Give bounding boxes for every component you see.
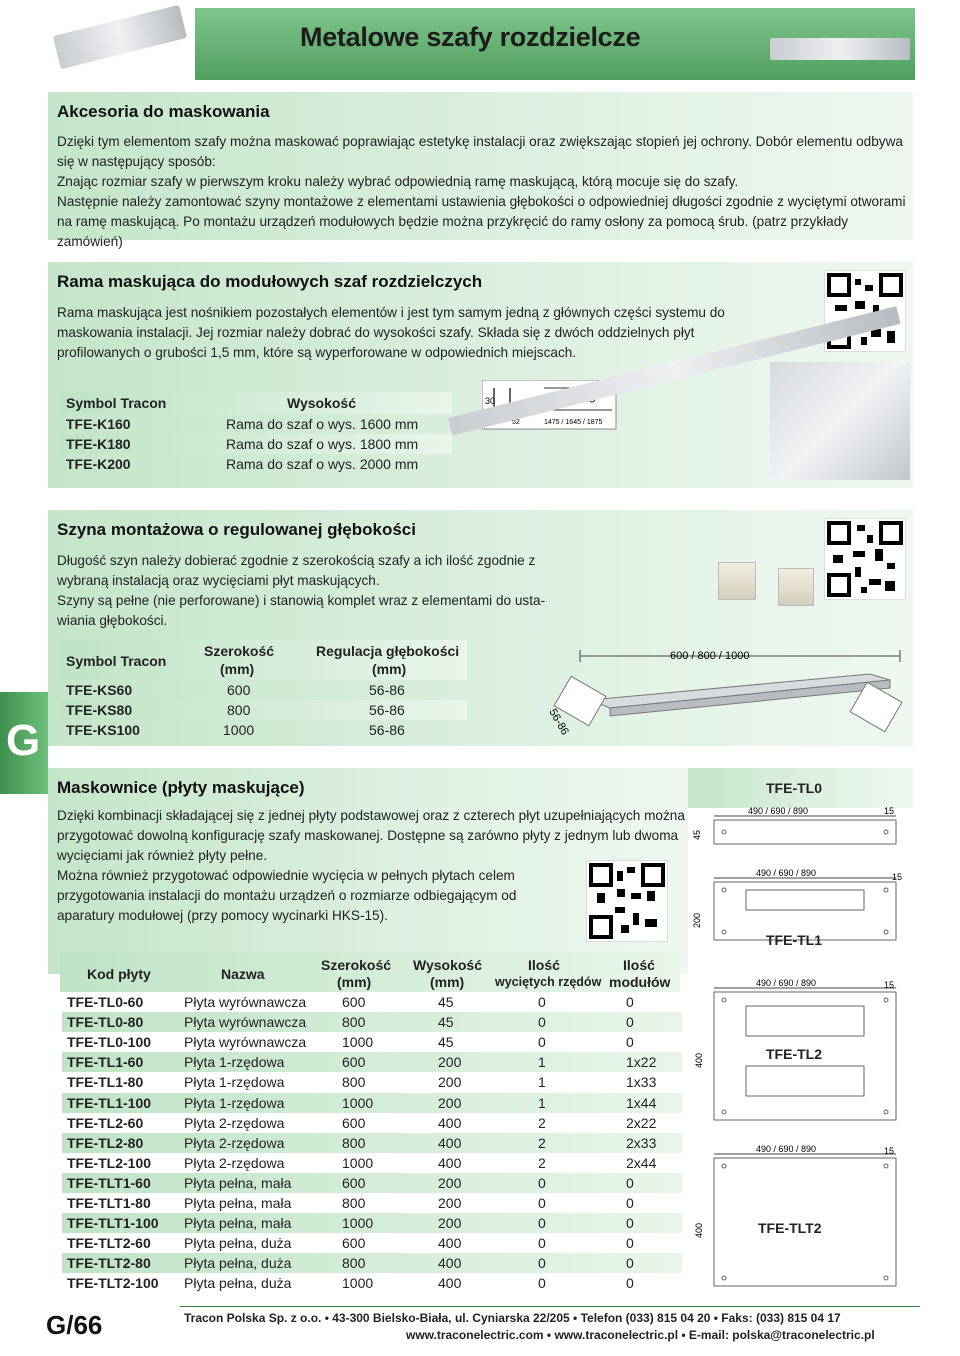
plate-tlt2-edge: 15 bbox=[884, 1146, 895, 1156]
plate-label-tlt2: TFE-TLT2 bbox=[758, 1220, 822, 1236]
section-plates-title: Maskownice (płyty maskujące) bbox=[57, 778, 305, 797]
table-cell: 400 bbox=[438, 1235, 462, 1252]
rail-table-header-symbol: Symbol Tracon bbox=[66, 653, 167, 669]
table-cell: TFE-TL2-80 bbox=[67, 1134, 144, 1151]
plate-label-tl2: TFE-TL2 bbox=[766, 1046, 822, 1062]
table-cell: Płyta 2-rzędowa bbox=[184, 1154, 285, 1171]
table-row-band bbox=[62, 1133, 682, 1153]
section-accessories-text: Dzięki tym elementom szafy można maskować poprawiając estetykę instalacji oraz zwiększając stopień jej ochrony. Dobór elementu odbywa się w następujący sposób: Znając rozmiar szafy w pierwszym kroku należy wybrać odpowiednią ramę maskującą, którą mocuje się do szafy. Następnie należy zamontować szyny montażowe z elementami ustawienia głębokości o odpowiedniej długości zgodnie z wyciętymi otworami na ramę maskującą. Po montażu urządzeń modułowych będzie można przykręcić do ramy osłony za pomocą śrub. (patrz przykłady zamówień) bbox=[57, 134, 906, 249]
table-row-band bbox=[62, 1052, 682, 1072]
plates-header-height: Wysokość bbox=[413, 957, 482, 973]
table-cell: 1000 bbox=[342, 1154, 374, 1171]
table-cell: 400 bbox=[438, 1275, 462, 1292]
table-cell: TFE-TLT1-100 bbox=[67, 1215, 159, 1232]
table-row: Rama do szaf o wys. 1600 mm bbox=[226, 416, 419, 432]
table-cell: 0 bbox=[538, 1275, 546, 1292]
table-cell: 2 bbox=[538, 1154, 546, 1171]
table-row: 56-86 bbox=[369, 722, 405, 738]
table-cell: 0 bbox=[626, 1275, 634, 1292]
table-row: Rama do szaf o wys. 2000 mm bbox=[226, 456, 419, 472]
table-cell: 2x22 bbox=[626, 1114, 657, 1131]
plate-tl2-width: 490 / 690 / 890 bbox=[756, 978, 817, 988]
table-cell: Płyta pełna, duża bbox=[184, 1235, 292, 1252]
table-cell: 45 bbox=[438, 1034, 454, 1051]
table-cell: Płyta pełna, mała bbox=[184, 1174, 292, 1191]
plates-header-name: Nazwa bbox=[221, 966, 265, 982]
table-row: TFE-KS80 bbox=[66, 702, 133, 718]
table-cell: 200 bbox=[438, 1094, 462, 1111]
page-number: G/66 bbox=[46, 1310, 103, 1340]
plate-tlt2-width: 490 / 690 / 890 bbox=[756, 1144, 817, 1154]
table-cell: 600 bbox=[342, 1174, 366, 1191]
frame-cabinet-photo bbox=[770, 362, 910, 480]
table-row-band bbox=[62, 1253, 682, 1273]
table-cell: 1x22 bbox=[626, 1054, 657, 1071]
plate-tl2-height: 400 bbox=[694, 1052, 704, 1068]
frame-dim-b: 52 bbox=[512, 419, 520, 426]
table-cell: Płyta pełna, mała bbox=[184, 1215, 292, 1232]
table-row: 56-86 bbox=[369, 702, 405, 718]
frame-dim-c: 1475 / 1645 / 1875 bbox=[544, 419, 603, 426]
qr-code-plates bbox=[586, 860, 668, 942]
table-cell: 1000 bbox=[342, 1215, 374, 1232]
table-cell: 800 bbox=[342, 1014, 366, 1031]
frame-dim-a: 30 bbox=[485, 396, 496, 406]
table-cell: TFE-TLT1-60 bbox=[67, 1174, 151, 1191]
table-row: 600 bbox=[227, 682, 251, 698]
table-row: TFE-KS100 bbox=[66, 722, 140, 738]
table-row: TFE-KS60 bbox=[66, 682, 133, 698]
table-cell: 0 bbox=[538, 1215, 546, 1232]
table-cell: 800 bbox=[342, 1255, 366, 1272]
table-cell: TFE-TL2-60 bbox=[67, 1114, 144, 1131]
table-cell: 0 bbox=[626, 1014, 634, 1031]
rail-table-header-width-unit: (mm) bbox=[220, 661, 255, 677]
table-cell: 2 bbox=[538, 1114, 546, 1131]
table-cell: 1 bbox=[538, 1094, 546, 1111]
table-cell: 0 bbox=[538, 994, 546, 1010]
table-cell: 1000 bbox=[342, 1094, 374, 1111]
table-cell: 800 bbox=[342, 1074, 366, 1091]
table-cell: 2x33 bbox=[626, 1134, 657, 1151]
table-cell: 2x44 bbox=[626, 1154, 657, 1171]
rail-width-label: 600 / 800 / 1000 bbox=[670, 650, 750, 662]
rail-table-header-depth: Regulacja głębokości bbox=[316, 643, 460, 659]
plates-header-height-unit: (mm) bbox=[430, 974, 465, 990]
plate-diagram-tlt2 bbox=[690, 1142, 915, 1292]
table-cell: 200 bbox=[438, 1195, 462, 1211]
table-cell: 0 bbox=[626, 1215, 634, 1232]
table-cell: TFE-TL0-100 bbox=[67, 1034, 152, 1051]
table-row-band bbox=[62, 1173, 682, 1193]
table-row: TFE-K160 bbox=[66, 416, 131, 432]
table-cell: 200 bbox=[438, 1174, 462, 1191]
plate-tl1-edge: 15 bbox=[892, 872, 903, 882]
table-cell: 0 bbox=[538, 1174, 546, 1191]
table-cell: Płyta pełna, duża bbox=[184, 1255, 292, 1272]
table-cell: 1x44 bbox=[626, 1094, 657, 1111]
table-row: TFE-K200 bbox=[66, 456, 131, 472]
table-cell: 400 bbox=[438, 1255, 462, 1272]
table-cell: 200 bbox=[438, 1074, 462, 1091]
plates-header-modules-sub: modułów bbox=[609, 974, 671, 990]
plates-header-code: Kod płyty bbox=[87, 966, 151, 982]
plate-label-tl0: TFE-TL0 bbox=[766, 780, 822, 796]
table-cell: 200 bbox=[438, 1054, 462, 1071]
table-cell: TFE-TL2-100 bbox=[67, 1154, 152, 1171]
table-cell: 400 bbox=[438, 1114, 462, 1131]
table-cell: 0 bbox=[626, 1034, 634, 1051]
table-cell: TFE-TLT2-60 bbox=[67, 1235, 151, 1252]
section-plates-text-2: Można również przygotować odpowiednie wycięcia w pełnych płytach celem przygotowania instalacji do montażu urządzeń o rozmiarze odbiegającym od aparatury modułowej (przy pomocy wycinarki HKS-15). bbox=[57, 868, 517, 923]
table-cell: TFE-TL1-60 bbox=[67, 1054, 144, 1071]
plates-header-modules: Ilość bbox=[623, 957, 655, 973]
table-row-band bbox=[62, 1012, 682, 1032]
table-cell: 400 bbox=[438, 1154, 462, 1171]
frame-table-header-symbol: Symbol Tracon bbox=[66, 395, 167, 411]
plates-header-cuts-sub: wyciętych rzędów bbox=[495, 975, 602, 989]
depth-bracket-image-2 bbox=[778, 568, 814, 606]
depth-bracket-image-1 bbox=[718, 562, 756, 600]
footer-divider bbox=[180, 1306, 920, 1307]
table-cell: 0 bbox=[626, 1195, 634, 1211]
plate-diagram-tl0 bbox=[690, 800, 915, 850]
section-rail-text: Długość szyn należy dobierać zgodnie z szerokością szafy a ich ilość zgodnie z wybraną instalacją oraz wycięciami płyt maskujących. Szyny są pełne (nie perforowane) i stanowią komplet wraz z elementami do usta- wiania głębokości. bbox=[57, 553, 546, 628]
table-cell: Płyta 1-rzędowa bbox=[184, 1074, 285, 1091]
section-frame-text: Rama maskująca jest nośnikiem pozostałych elementów i jest tym samym jedną z głównych części systemu do maskowania instalacji. Jej rozmiar należy dobrać do wysokości szafy. Składa się z dwóch oddzielnych płyt profilowanych o grubości 1,5 mm, które są wyperforowane w odpowiednich miejscach. bbox=[57, 305, 725, 360]
rail-table-header-width: Szerokość bbox=[204, 643, 275, 659]
plate-tlt2-height: 400 bbox=[694, 1222, 704, 1238]
table-cell: 0 bbox=[626, 994, 634, 1010]
table-cell: Płyta 1-rzędowa bbox=[184, 1054, 285, 1071]
table-cell: 1 bbox=[538, 1054, 546, 1071]
qr-code-icon bbox=[825, 519, 905, 599]
table-cell: TFE-TLT2-80 bbox=[67, 1255, 151, 1272]
table-cell: 0 bbox=[538, 1014, 546, 1031]
table-cell: 200 bbox=[438, 1215, 462, 1232]
table-cell: 0 bbox=[626, 1174, 634, 1191]
section-rail-title: Szyna montażowa o regulowanej głębokości bbox=[57, 520, 416, 539]
table-cell: 0 bbox=[538, 1034, 546, 1051]
table-cell: 45 bbox=[438, 994, 454, 1010]
table-cell: 0 bbox=[538, 1235, 546, 1252]
plate-tl0-height: 45 bbox=[692, 829, 702, 840]
table-cell: TFE-TL0-60 bbox=[67, 994, 144, 1010]
section-plates-text-1: Dzięki kombinacji składającej się z jednej płyty podstawowej oraz z czterech płyt uzupełniających można przygotować dowolną konfigurację szafy maskowanej. Dostępne są zarówno płyty z jednym lub dwoma wycięciami jak również płyty pełne. bbox=[57, 808, 685, 863]
table-cell: 0 bbox=[626, 1255, 634, 1272]
table-cell: 2 bbox=[538, 1134, 546, 1151]
table-cell: 600 bbox=[342, 994, 366, 1010]
table-cell: 1000 bbox=[342, 1034, 374, 1051]
table-cell: Płyta wyrównawcza bbox=[184, 994, 307, 1010]
chapter-tab-letter: G bbox=[6, 716, 41, 765]
table-cell: 600 bbox=[342, 1235, 366, 1252]
footer-address: Tracon Polska Sp. z o.o. • 43-300 Bielsko-Biała, ul. Cyniarska 22/205 • Telefon (033) 815 04 20 • Faks: (033) 815 04 17 bbox=[184, 1311, 841, 1325]
page-title: Metalowe szafy rozdzielcze bbox=[300, 22, 641, 52]
table-cell: Płyta pełna, duża bbox=[184, 1275, 292, 1292]
plate-tl1-width: 490 / 690 / 890 bbox=[756, 868, 817, 878]
table-cell: TFE-TL1-100 bbox=[67, 1094, 152, 1111]
qr-code-icon bbox=[587, 861, 667, 941]
table-row: 56-86 bbox=[369, 682, 405, 698]
table-cell: TFE-TLT2-100 bbox=[67, 1275, 159, 1292]
section-accessories-title: Akcesoria do maskowania bbox=[57, 102, 270, 121]
table-cell: TFE-TLT1-80 bbox=[67, 1195, 151, 1211]
frame-table-header-height: Wysokość bbox=[287, 395, 356, 411]
header-rail-image-right bbox=[770, 38, 910, 60]
section-frame-title: Rama maskująca do modułowych szaf rozdzielczych bbox=[57, 272, 483, 291]
table-cell: Płyta 2-rzędowa bbox=[184, 1134, 285, 1151]
plates-header-cuts: Ilość bbox=[528, 957, 560, 973]
table-cell: Płyta 1-rzędowa bbox=[184, 1094, 285, 1111]
table-cell: Płyta wyrównawcza bbox=[184, 1014, 307, 1031]
table-cell: 800 bbox=[342, 1195, 366, 1211]
table-cell: Płyta 2-rzędowa bbox=[184, 1114, 285, 1131]
table-cell: TFE-TL0-80 bbox=[67, 1014, 144, 1031]
table-cell: 600 bbox=[342, 1114, 366, 1131]
table-cell: 400 bbox=[438, 1134, 462, 1151]
plates-header-width: Szerokość bbox=[321, 957, 392, 973]
rail-diagram bbox=[540, 640, 910, 740]
table-cell: 45 bbox=[438, 1014, 454, 1031]
table-cell: 800 bbox=[342, 1134, 366, 1151]
table-row: 800 bbox=[227, 702, 251, 718]
table-row: Rama do szaf o wys. 1800 mm bbox=[226, 436, 419, 452]
table-row: TFE-K180 bbox=[66, 436, 131, 452]
table-cell: Płyta wyrównawcza bbox=[184, 1034, 307, 1051]
table-cell: 600 bbox=[342, 1054, 366, 1071]
table-cell: 0 bbox=[538, 1255, 546, 1272]
table-cell: TFE-TL1-80 bbox=[67, 1074, 144, 1091]
table-cell: Płyta pełna, mała bbox=[184, 1195, 292, 1211]
table-row: 1000 bbox=[223, 722, 255, 738]
plate-tl0-width: 490 / 690 / 890 bbox=[748, 806, 809, 816]
table-cell: 0 bbox=[538, 1195, 546, 1211]
footer-contact: www.traconelectric.com • www.traconelectric.pl • E-mail: polska@traconelectric.pl bbox=[406, 1328, 875, 1342]
rail-table-header-depth-unit: (mm) bbox=[372, 661, 407, 677]
rail-depth-label: 56-86 bbox=[546, 706, 571, 738]
table-cell: 1x33 bbox=[626, 1074, 657, 1091]
plate-label-tl1: TFE-TL1 bbox=[766, 932, 822, 948]
table-cell: 0 bbox=[626, 1235, 634, 1252]
plate-tl1-height: 200 bbox=[692, 912, 702, 928]
table-cell: 1000 bbox=[342, 1275, 374, 1292]
plates-header-width-unit: (mm) bbox=[337, 974, 372, 990]
plate-tl0-edge: 15 bbox=[884, 806, 895, 816]
plate-tl2-edge: 15 bbox=[884, 980, 895, 990]
qr-code-rail bbox=[824, 518, 906, 600]
table-cell: 1 bbox=[538, 1074, 546, 1091]
